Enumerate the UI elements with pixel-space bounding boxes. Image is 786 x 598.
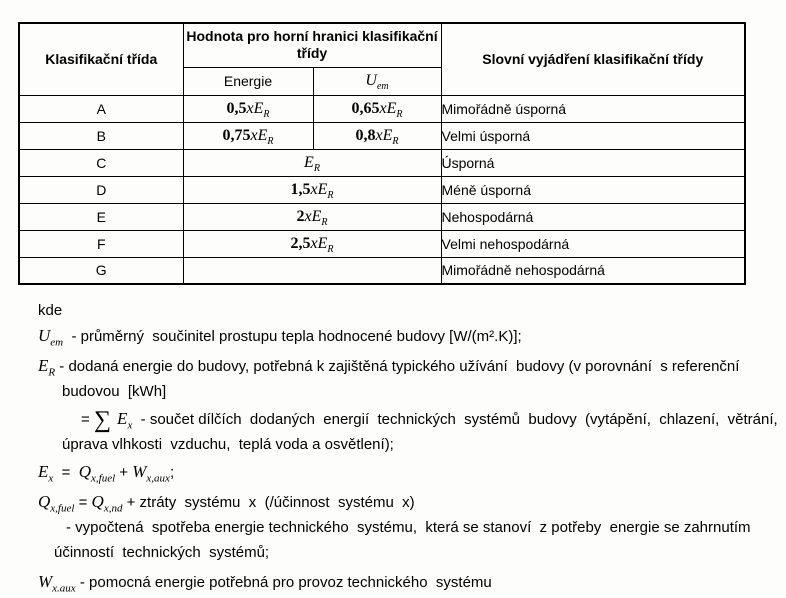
verbal-expression: Úsporná xyxy=(441,149,745,176)
uem-value xyxy=(313,122,441,149)
header-uem xyxy=(313,67,441,95)
formula: $1,5xE_R$ xyxy=(290,180,334,201)
formula: $2,5xE_R$ xyxy=(290,234,334,255)
w-aux-symbol: $W_{x.aux}$ xyxy=(38,572,76,595)
classification-table xyxy=(18,22,746,285)
verbal-expression: Velmi úsporná xyxy=(441,122,745,149)
merged-value-empty xyxy=(183,257,441,284)
class-letter: C xyxy=(19,149,183,176)
verbal-expression: Mimořádně nehospodárná xyxy=(441,257,745,284)
energy-value xyxy=(183,95,313,122)
class-letter: E xyxy=(19,203,183,230)
q-fuel-symbol: $Q_{x,fuel}$ xyxy=(78,462,116,485)
equals-sign: = xyxy=(74,494,92,511)
verbal-expression: Nehospodárná xyxy=(441,203,745,230)
formula: $0,65xE_R$ xyxy=(351,99,403,120)
note-sum-text: - součet dílčích dodaných energií technických systémů budovy (vytápění, chlazení, větrání, xyxy=(132,411,778,428)
table-row-d xyxy=(19,176,745,203)
class-letter: A xyxy=(19,95,183,122)
note-ex-formula xyxy=(38,459,786,485)
q-fuel-symbol: $Q_{x,fuel}$ xyxy=(38,492,75,515)
merged-value xyxy=(183,149,441,176)
note-wx-text: - pomocná energie potřebná pro provoz technického systému xyxy=(75,574,492,591)
table-row-b xyxy=(19,122,745,149)
note-er-text: - dodaná energie do budovy, potřebná k zajištěná typického užívání budovy (v porovnání s referenční xyxy=(55,358,740,375)
note-er xyxy=(38,353,786,379)
note-uem xyxy=(38,323,786,349)
merged-value xyxy=(183,230,441,257)
note-qx-formula xyxy=(38,489,786,515)
table-row-a xyxy=(19,95,745,122)
legend-notes xyxy=(18,285,786,595)
note-qx-cont1: - vypočtená spotřeba energie technického systému, která se stanoví z potřeby energie se zahrnutím xyxy=(66,519,751,536)
class-letter: D xyxy=(19,176,183,203)
uem-value xyxy=(313,95,441,122)
table-row-g xyxy=(19,257,745,284)
header-energy: Energie xyxy=(183,67,313,95)
plus-sign: + xyxy=(115,464,133,481)
class-letter: F xyxy=(19,230,183,257)
note-sum xyxy=(38,406,786,432)
note-uem-text: - průměrný součinitel prostupu tepla hodnocené budovy [W/(m².K)]; xyxy=(63,328,522,345)
energy-value xyxy=(183,122,313,149)
merged-value xyxy=(183,176,441,203)
header-verbal-expression: Slovní vyjádření klasifikační třídy xyxy=(441,23,745,95)
verbal-expression: Velmi nehospodárná xyxy=(441,230,745,257)
note-wx xyxy=(38,569,786,595)
ex-symbol: $E_x$ xyxy=(38,462,54,485)
semicolon: ; xyxy=(169,464,175,481)
sum-sigma-symbol: ∑ xyxy=(93,407,118,433)
uem-symbol: $U_{em}$ xyxy=(38,326,64,349)
class-letter: G xyxy=(19,257,183,284)
table-row-e xyxy=(19,203,745,230)
table-row-c xyxy=(19,149,745,176)
formula: $0,75xE_R$ xyxy=(222,126,274,147)
q-nd-symbol: $Q_{x,nd}$ xyxy=(91,492,123,515)
class-letter: B xyxy=(19,122,183,149)
uem-symbol: $U_{em}$ xyxy=(365,72,389,93)
verbal-expression: Méně úsporná xyxy=(441,176,745,203)
note-er-cont: budovou [kWh] xyxy=(62,383,167,400)
formula: $E_R$ xyxy=(304,153,320,174)
note-kde: kde xyxy=(38,302,63,319)
header-value-group: Hodnota pro horní hranici klasifikační třídy xyxy=(183,23,441,67)
ex-symbol: $E_x$ xyxy=(117,409,133,432)
table-row-f xyxy=(19,230,745,257)
note-qx-cont2: účinností technických systémů; xyxy=(54,544,270,561)
equals-sign: = xyxy=(81,411,94,428)
er-symbol: $E_R$ xyxy=(38,356,56,379)
w-aux-symbol: $W_{x,aux}$ xyxy=(132,462,170,485)
note-qx-text: + ztráty systému x (/účinnost systému x) xyxy=(122,494,415,511)
equals-sign: = xyxy=(53,464,79,481)
merged-value xyxy=(183,203,441,230)
header-classification-class: Klasifikační třída xyxy=(19,23,183,95)
verbal-expression: Mimořádně úsporná xyxy=(441,95,745,122)
formula: $2xE_R$ xyxy=(296,207,328,228)
formula: $0,5xE_R$ xyxy=(226,99,270,120)
formula: $0,8xE_R$ xyxy=(355,126,399,147)
note-sum-cont: úprava vlhkosti vzduchu, teplá voda a osvětlení); xyxy=(62,436,394,453)
